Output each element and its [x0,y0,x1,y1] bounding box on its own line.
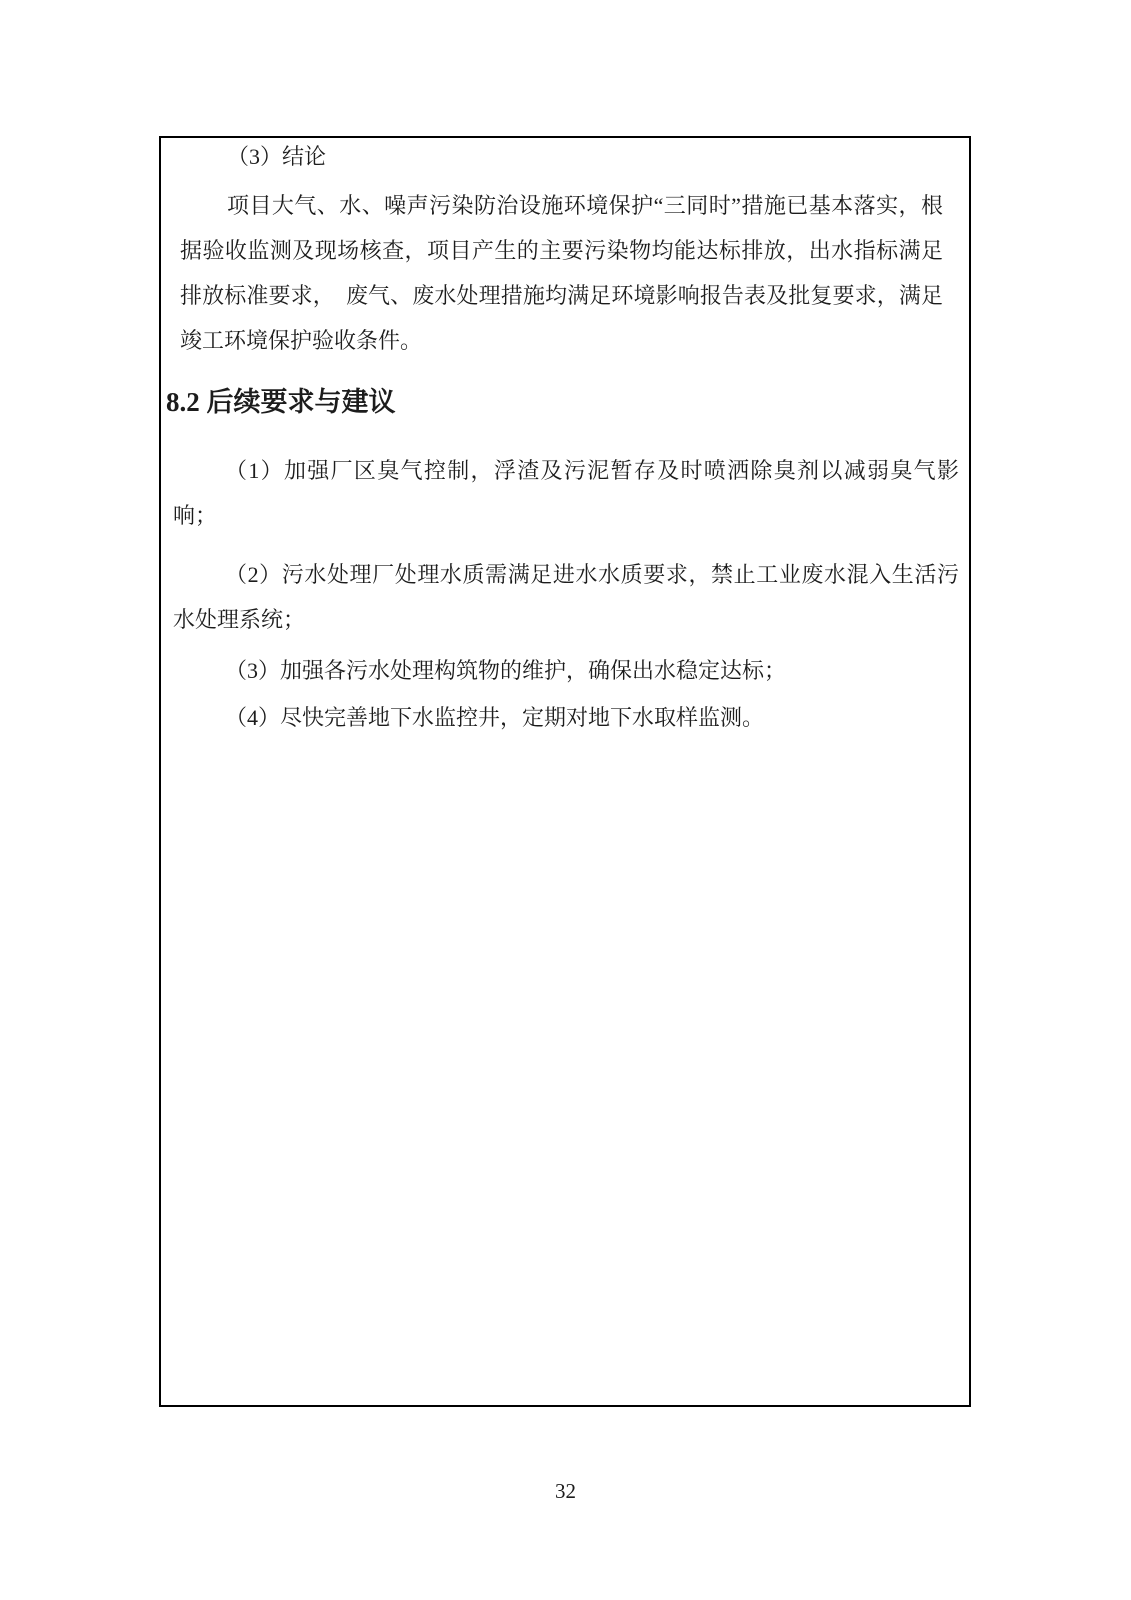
section-heading: 8.2 后续要求与建议 [166,387,396,417]
page-number: 32 [555,1479,576,1503]
conclusion-label: （3）结论 [227,144,327,169]
content-border-box [159,136,971,1407]
recommendation-item-2: （2）污水处理厂处理水质需满足进水水质要求，禁止工业废水混入生活污水处理系统； [173,562,959,632]
recommendation-item-4: （4）尽快完善地下水监控井，定期对地下水取样监测。 [225,705,765,730]
recommendation-item-1: （1）加强厂区臭气控制，浮渣及污泥暂存及时喷洒除臭剂以减弱臭气影响； [173,458,959,528]
conclusion-paragraph: 项目大气、水、噪声污染防治设施环境保护“三同时”措施已基本落实，根据验收监测及现场核查，项目产生的主要污染物均能达标排放，出水指标满足排放标准要求， 废气、废水处理措施均满足环境影响报告表及批复要求，满足竣工环境保护验收条件。 [180,193,943,353]
recommendation-item-3: （3）加强各污水处理构筑物的维护，确保出水稳定达标； [225,658,787,683]
